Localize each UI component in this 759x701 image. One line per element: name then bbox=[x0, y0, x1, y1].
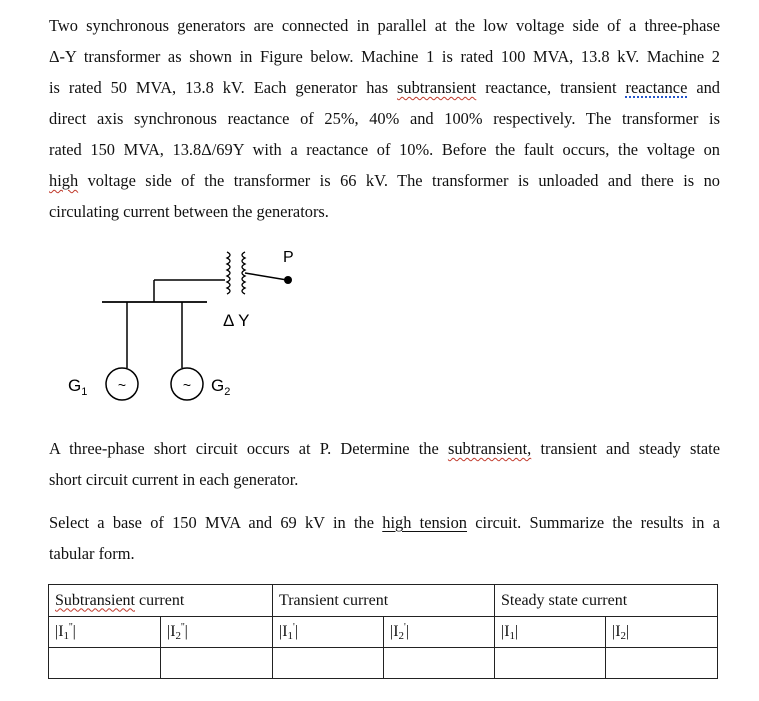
transformer-secondary-winding bbox=[242, 252, 245, 294]
transformer-primary-winding bbox=[227, 252, 230, 294]
question-line-2: short circuit current in each generator. bbox=[49, 470, 299, 489]
results-table bbox=[48, 584, 718, 679]
spellcheck-word: subtransient bbox=[397, 78, 477, 97]
cell-I1-subtransient: $|I_1''|$ bbox=[49, 617, 161, 648]
problem-line-2: Δ-Y transformer as shown in Figure below. Machine 1 is rated 100 MVA, 13.8 kV. Machine 2 bbox=[49, 47, 720, 66]
problem-line-4: direct axis synchronous reactance of 25%, 40% and 100% respectively. The transformer is bbox=[49, 109, 720, 128]
instruction-line-1: Select a base of 150 MVA and 69 kV in the high tension circuit. Summarize the results in a bbox=[49, 513, 720, 532]
header-subtransient: Subtransient current bbox=[49, 585, 273, 617]
header-steady-state: Steady state current bbox=[495, 585, 718, 617]
gen2-tilde: ~ bbox=[182, 377, 192, 393]
cell-I2-transient: $|I_2'|$ bbox=[384, 617, 495, 648]
problem-line-5: rated 150 MVA, 13.8Δ/69Y with a reactance of 10%. Before the fault occurs, the voltage on bbox=[49, 140, 720, 159]
table-header-row bbox=[49, 585, 718, 617]
gen1-label: $G_1$ bbox=[68, 376, 88, 398]
question-paragraph bbox=[49, 433, 720, 495]
problem-paragraph bbox=[49, 10, 720, 227]
problem-line-7: circulating current between the generators. bbox=[49, 202, 329, 221]
spellcheck-word: high bbox=[49, 171, 79, 190]
header-transient: Transient current bbox=[273, 585, 495, 617]
cell-I2-steady: $|I_2|$ bbox=[606, 617, 718, 648]
table-cell[interactable] bbox=[384, 648, 495, 679]
transformer-connection-label: Δ Y bbox=[223, 311, 250, 330]
gen1-tilde: ~ bbox=[117, 377, 127, 393]
hv-lead-line bbox=[245, 273, 287, 280]
table-cell[interactable] bbox=[161, 648, 273, 679]
circuit-diagram bbox=[55, 240, 315, 410]
table-cell[interactable] bbox=[49, 648, 161, 679]
gen2-label: $G_2$ bbox=[211, 376, 231, 398]
cell-I2-subtransient: $|I_2''|$ bbox=[161, 617, 273, 648]
fault-point-label: P bbox=[283, 249, 294, 266]
fault-point-dot bbox=[284, 276, 292, 284]
underlined-phrase: high tension bbox=[382, 513, 468, 532]
question-line-1: A three-phase short circuit occurs at P. Determine the subtransient, transient and steady state bbox=[49, 439, 720, 458]
grammar-flag-word: reactance bbox=[625, 78, 688, 97]
table-symbol-row bbox=[49, 617, 718, 648]
instruction-paragraph bbox=[49, 507, 720, 569]
instruction-line-2: tabular form. bbox=[49, 544, 135, 563]
spellcheck-word: subtransient, bbox=[447, 439, 532, 458]
table-cell[interactable] bbox=[495, 648, 606, 679]
cell-I1-steady: $|I_1|$ bbox=[495, 617, 606, 648]
problem-line-1: Two synchronous generators are connected in parallel at the low voltage side of a three-phase bbox=[49, 16, 720, 35]
cell-I1-transient: $|I_1'|$ bbox=[273, 617, 384, 648]
problem-line-3: is rated 50 MVA, 13.8 kV. Each generator has subtransient reactance, transient reactance and bbox=[49, 78, 720, 97]
table-cell[interactable] bbox=[606, 648, 718, 679]
problem-line-6: high voltage side of the transformer is 66 kV. The transformer is unloaded and there is no bbox=[49, 171, 720, 190]
table-empty-row bbox=[49, 648, 718, 679]
table-cell[interactable] bbox=[273, 648, 384, 679]
